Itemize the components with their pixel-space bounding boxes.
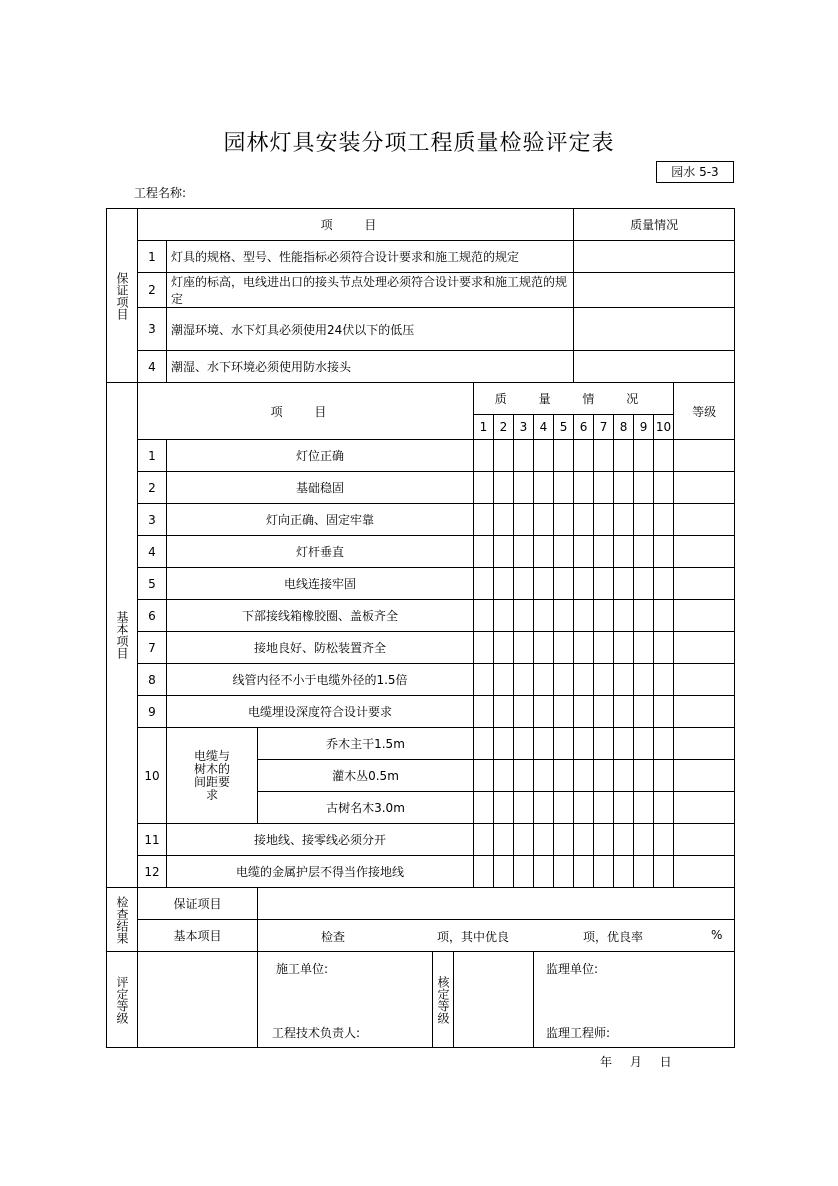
quality-mark-cell[interactable]: [474, 632, 494, 664]
contractor-cell[interactable]: [258, 952, 433, 1048]
rate-word: 项，优良率: [583, 930, 644, 944]
quality-mark-cell[interactable]: [554, 472, 574, 504]
quality-mark-cell[interactable]: [594, 728, 614, 760]
quality-mark-cell[interactable]: [594, 472, 614, 504]
quality-table: [106, 208, 735, 1048]
table-row: [107, 383, 735, 415]
quality-mark-cell[interactable]: [474, 856, 494, 888]
quality-mark-cell[interactable]: [474, 600, 494, 632]
quality-mark-cell[interactable]: [514, 760, 534, 792]
quality-mark-cell[interactable]: [654, 440, 674, 472]
quality-mark-cell[interactable]: [594, 440, 614, 472]
grade-cell[interactable]: [674, 792, 735, 824]
supervisor-cell[interactable]: [534, 952, 735, 1048]
quality-mark-cell[interactable]: [474, 664, 494, 696]
project-name-label: 工程名称:: [134, 186, 187, 200]
quality-column-number: 10: [654, 415, 674, 440]
quality-mark-cell[interactable]: [494, 792, 514, 824]
grade-cell[interactable]: [674, 696, 735, 728]
table-row: [107, 351, 735, 383]
supervisor-engineer-label: 监理工程师:: [546, 1026, 611, 1040]
quality-mark-cell[interactable]: [514, 728, 534, 760]
row10-label: 电缆与树木的间距要求: [193, 748, 230, 802]
table-row: [107, 856, 735, 888]
quality-mark-cell[interactable]: [614, 536, 634, 568]
basic-item-text: 接地线、接零线必须分开: [167, 824, 474, 856]
check-guarantee-value[interactable]: [258, 888, 735, 920]
quality-mark-cell[interactable]: [594, 504, 614, 536]
table-row: [107, 824, 735, 856]
quality-mark-cell[interactable]: [614, 664, 634, 696]
quality-mark-cell[interactable]: [514, 824, 534, 856]
basic-item-text: 接地良好、防松装置齐全: [167, 632, 474, 664]
check-basic-label: 基本项目: [138, 920, 258, 952]
evaluation-grade-cell[interactable]: [138, 952, 258, 1048]
quality-mark-cell[interactable]: [594, 792, 614, 824]
quality-mark-cell[interactable]: [634, 632, 654, 664]
row-number: 3: [138, 504, 167, 536]
quality-mark-cell[interactable]: [654, 664, 674, 696]
quality-mark-cell[interactable]: [634, 440, 654, 472]
row-number: 7: [138, 632, 167, 664]
grade-cell[interactable]: [674, 632, 735, 664]
row-number: 6: [138, 600, 167, 632]
quality-mark-cell[interactable]: [554, 664, 574, 696]
quality-mark-cell[interactable]: [654, 728, 674, 760]
guarantee-section-text: 保证项目: [115, 271, 129, 320]
quality-mark-cell[interactable]: [554, 440, 574, 472]
grade-cell[interactable]: [674, 664, 735, 696]
row10-label-cell: [167, 728, 258, 824]
quality-mark-cell[interactable]: [534, 728, 554, 760]
quality-mark-cell[interactable]: [534, 664, 554, 696]
quality-mark-cell[interactable]: [594, 600, 614, 632]
table-row: [107, 536, 735, 568]
row-number: 11: [138, 824, 167, 856]
quality-mark-cell[interactable]: [514, 600, 534, 632]
quality-mark-cell[interactable]: [474, 440, 494, 472]
quality-mark-cell[interactable]: [514, 664, 534, 696]
row-number: 8: [138, 664, 167, 696]
quality-mark-cell[interactable]: [654, 856, 674, 888]
quality-mark-cell[interactable]: [654, 760, 674, 792]
quality-mark-cell[interactable]: [594, 632, 614, 664]
quality-mark-cell[interactable]: [554, 536, 574, 568]
check-basic-value[interactable]: [258, 920, 735, 952]
quality-mark-cell[interactable]: [474, 760, 494, 792]
table-row: [107, 632, 735, 664]
quality-mark-cell[interactable]: [654, 792, 674, 824]
grade-cell[interactable]: [674, 728, 735, 760]
quality-mark-cell[interactable]: [474, 536, 494, 568]
quality-mark-cell[interactable]: [494, 856, 514, 888]
quality-mark-cell[interactable]: [534, 760, 554, 792]
row-number: 3: [138, 308, 167, 351]
quality-mark-cell[interactable]: [534, 536, 554, 568]
grade-cell[interactable]: [674, 600, 735, 632]
quality-mark-cell[interactable]: [634, 664, 654, 696]
quality-mark-cell[interactable]: [614, 696, 634, 728]
quality-column-number: 7: [594, 415, 614, 440]
quality-mark-cell[interactable]: [594, 856, 614, 888]
quality-mark-cell[interactable]: [654, 632, 674, 664]
quality-mark-cell[interactable]: [514, 696, 534, 728]
row-number: 2: [138, 472, 167, 504]
quality-mark-cell[interactable]: [534, 792, 554, 824]
quality-mark-cell[interactable]: [614, 472, 634, 504]
guarantee-item-text: 潮湿环境、水下灯具必须使用24伏以下的低压: [167, 308, 574, 351]
quality-mark-cell[interactable]: [554, 600, 574, 632]
quality-mark-cell[interactable]: [574, 600, 594, 632]
quality-mark-cell[interactable]: [614, 504, 634, 536]
quality-column-number: 2: [494, 415, 514, 440]
quality-input-cell[interactable]: [574, 241, 735, 273]
grade-cell[interactable]: [674, 760, 735, 792]
row-number: 2: [138, 273, 167, 308]
quality-mark-cell[interactable]: [574, 504, 594, 536]
quality-mark-cell[interactable]: [554, 504, 574, 536]
quality-column-number: 3: [514, 415, 534, 440]
row-number: 12: [138, 856, 167, 888]
quality-mark-cell[interactable]: [634, 760, 654, 792]
row10-sub-item: 灌木丛0.5m: [258, 760, 474, 792]
quality-mark-cell[interactable]: [534, 440, 554, 472]
table-row: [107, 472, 735, 504]
verify-label-cell: [433, 952, 454, 1048]
quality-mark-cell[interactable]: [614, 568, 634, 600]
quality-mark-cell[interactable]: [634, 472, 654, 504]
guarantee-section-label: [107, 209, 138, 383]
quality-mark-cell[interactable]: [634, 728, 654, 760]
basic-item-text: 灯位正确: [167, 440, 474, 472]
basic-section-label: [107, 383, 138, 888]
guarantee-item-text: 潮湿、水下环境必须使用防水接头: [167, 351, 574, 383]
table-row: [107, 209, 735, 241]
quality-column-number: 8: [614, 415, 634, 440]
basic-header-grade: 等级: [674, 383, 735, 440]
quality-input-cell[interactable]: [574, 351, 735, 383]
quality-mark-cell[interactable]: [614, 856, 634, 888]
quality-mark-cell[interactable]: [554, 760, 574, 792]
row-number: 10: [138, 728, 167, 824]
quality-mark-cell[interactable]: [534, 504, 554, 536]
quality-mark-cell[interactable]: [494, 824, 514, 856]
table-row: [107, 568, 735, 600]
quality-mark-cell[interactable]: [554, 696, 574, 728]
quality-mark-cell[interactable]: [594, 760, 614, 792]
quality-mark-cell[interactable]: [494, 536, 514, 568]
quality-mark-cell[interactable]: [574, 440, 594, 472]
quality-mark-cell[interactable]: [554, 856, 574, 888]
table-row: [107, 664, 735, 696]
quality-mark-cell[interactable]: [514, 568, 534, 600]
table-row: [107, 241, 735, 273]
basic-item-text: 电缆的金属护层不得当作接地线: [167, 856, 474, 888]
row-number: 1: [138, 241, 167, 273]
quality-mark-cell[interactable]: [514, 472, 534, 504]
quality-mark-cell[interactable]: [534, 472, 554, 504]
quality-mark-cell[interactable]: [474, 824, 494, 856]
quality-mark-cell[interactable]: [494, 600, 514, 632]
quality-mark-cell[interactable]: [554, 728, 574, 760]
row-number: 4: [138, 351, 167, 383]
page-title: 园林灯具安装分项工程质量检验评定表: [223, 131, 615, 156]
verify-label-text: 核定等级: [436, 975, 450, 1024]
quality-mark-cell[interactable]: [474, 472, 494, 504]
basic-item-text: 灯向正确、固定牢靠: [167, 504, 474, 536]
quality-mark-cell[interactable]: [634, 504, 654, 536]
quality-mark-cell[interactable]: [554, 792, 574, 824]
evaluation-section-label: [107, 952, 138, 1048]
row-number: 9: [138, 696, 167, 728]
grade-cell[interactable]: [674, 856, 735, 888]
quality-mark-cell[interactable]: [574, 760, 594, 792]
quality-mark-cell[interactable]: [514, 856, 534, 888]
quality-mark-cell[interactable]: [514, 792, 534, 824]
grade-cell[interactable]: [674, 824, 735, 856]
grade-cell[interactable]: [674, 504, 735, 536]
guarantee-item-text: 灯座的标高，电线进出口的接头节点处理必须符合设计要求和施工规范的规定: [167, 273, 574, 308]
basic-item-text: 电线连接牢固: [167, 568, 474, 600]
guarantee-item-text: 灯具的规格、型号、性能指标必须符合设计要求和施工规范的规定: [167, 241, 574, 273]
quality-mark-cell[interactable]: [554, 632, 574, 664]
row10-sub-item: 乔木主干1.5m: [258, 728, 474, 760]
quality-column-number: 5: [554, 415, 574, 440]
basic-item-text: 线管内径不小于电缆外径的1.5倍: [167, 664, 474, 696]
check-section-label: [107, 888, 138, 952]
quality-mark-cell[interactable]: [494, 664, 514, 696]
quality-mark-cell[interactable]: [594, 824, 614, 856]
quality-mark-cell[interactable]: [494, 696, 514, 728]
quality-mark-cell[interactable]: [594, 536, 614, 568]
tech-lead-label: 工程技术负责人:: [272, 1026, 361, 1040]
check-guarantee-label: 保证项目: [138, 888, 258, 920]
quality-mark-cell[interactable]: [634, 792, 654, 824]
percent-sign: %: [711, 928, 723, 942]
quality-mark-cell[interactable]: [494, 760, 514, 792]
quality-mark-cell[interactable]: [514, 536, 534, 568]
quality-mark-cell[interactable]: [514, 632, 534, 664]
quality-mark-cell[interactable]: [634, 824, 654, 856]
basic-section-text: 基本项目: [115, 611, 129, 659]
quality-mark-cell[interactable]: [654, 600, 674, 632]
quality-column-number: 1: [474, 415, 494, 440]
quality-mark-cell[interactable]: [474, 792, 494, 824]
quality-mark-cell[interactable]: [494, 632, 514, 664]
table-row: [107, 600, 735, 632]
evaluation-section-text: 评定等级: [115, 975, 129, 1024]
check-section-text: 检查结果: [115, 895, 129, 944]
table-row: [107, 696, 735, 728]
quality-mark-cell[interactable]: [494, 440, 514, 472]
table-row: [107, 728, 735, 760]
grade-cell[interactable]: [674, 472, 735, 504]
quality-mark-cell[interactable]: [614, 632, 634, 664]
quality-mark-cell[interactable]: [614, 792, 634, 824]
quality-mark-cell[interactable]: [474, 696, 494, 728]
guarantee-header-quality: 质量情况: [574, 209, 735, 241]
table-row: [107, 440, 735, 472]
quality-mark-cell[interactable]: [614, 824, 634, 856]
quality-mark-cell[interactable]: [634, 536, 654, 568]
quality-mark-cell[interactable]: [574, 536, 594, 568]
excellent-word: 项，其中优良: [437, 930, 510, 944]
quality-mark-cell[interactable]: [614, 440, 634, 472]
quality-mark-cell[interactable]: [534, 856, 554, 888]
quality-mark-cell[interactable]: [574, 792, 594, 824]
quality-mark-cell[interactable]: [654, 472, 674, 504]
quality-mark-cell[interactable]: [494, 472, 514, 504]
quality-column-number: 4: [534, 415, 554, 440]
quality-mark-cell[interactable]: [574, 728, 594, 760]
quality-input-cell[interactable]: [574, 273, 735, 308]
quality-mark-cell[interactable]: [594, 696, 614, 728]
row10-sub-item: 古树名木3.0m: [258, 792, 474, 824]
quality-mark-cell[interactable]: [574, 568, 594, 600]
grade-cell[interactable]: [674, 568, 735, 600]
quality-mark-cell[interactable]: [614, 760, 634, 792]
quality-mark-cell[interactable]: [534, 600, 554, 632]
quality-mark-cell[interactable]: [554, 568, 574, 600]
table-row: [107, 920, 735, 952]
table-row: [107, 504, 735, 536]
quality-mark-cell[interactable]: [494, 568, 514, 600]
row-number: 1: [138, 440, 167, 472]
quality-mark-cell[interactable]: [474, 504, 494, 536]
check-word: 检查: [321, 930, 346, 944]
basic-item-text: 下部接线箱橡胶圈、盖板齐全: [167, 600, 474, 632]
quality-mark-cell[interactable]: [514, 504, 534, 536]
quality-mark-cell[interactable]: [534, 568, 554, 600]
quality-mark-cell[interactable]: [654, 824, 674, 856]
quality-mark-cell[interactable]: [654, 696, 674, 728]
quality-mark-cell[interactable]: [494, 504, 514, 536]
basic-header-quality: 质 量 情 况: [474, 383, 674, 415]
quality-mark-cell[interactable]: [474, 728, 494, 760]
quality-mark-cell[interactable]: [634, 856, 654, 888]
quality-mark-cell[interactable]: [594, 664, 614, 696]
quality-column-number: 6: [574, 415, 594, 440]
verify-grade-cell[interactable]: [454, 952, 534, 1048]
quality-mark-cell[interactable]: [534, 824, 554, 856]
quality-mark-cell[interactable]: [534, 632, 554, 664]
quality-mark-cell[interactable]: [554, 824, 574, 856]
quality-mark-cell[interactable]: [574, 664, 594, 696]
date-label: 年 月 日: [600, 1055, 672, 1069]
quality-mark-cell[interactable]: [574, 824, 594, 856]
quality-mark-cell[interactable]: [654, 568, 674, 600]
basic-item-text: 灯杆垂直: [167, 536, 474, 568]
quality-mark-cell[interactable]: [474, 568, 494, 600]
basic-item-text: 电缆埋设深度符合设计要求: [167, 696, 474, 728]
table-row: [107, 952, 735, 1048]
quality-mark-cell[interactable]: [494, 728, 514, 760]
basic-header-item: 项 目: [138, 383, 474, 440]
quality-mark-cell[interactable]: [514, 440, 534, 472]
row-number: 5: [138, 568, 167, 600]
table-row: [107, 888, 735, 920]
supervisor-unit-label: 监理单位:: [546, 962, 599, 976]
quality-mark-cell[interactable]: [594, 568, 614, 600]
guarantee-header-item: 项 目: [138, 209, 574, 241]
quality-mark-cell[interactable]: [634, 600, 654, 632]
quality-input-cell[interactable]: [574, 308, 735, 351]
quality-mark-cell[interactable]: [614, 728, 634, 760]
form-code: 园水 5-3: [656, 161, 734, 183]
quality-mark-cell[interactable]: [654, 536, 674, 568]
quality-mark-cell[interactable]: [574, 856, 594, 888]
quality-mark-cell[interactable]: [574, 696, 594, 728]
table-row: [107, 273, 735, 308]
quality-mark-cell[interactable]: [614, 600, 634, 632]
table-row: [107, 308, 735, 351]
grade-cell[interactable]: [674, 536, 735, 568]
quality-mark-cell[interactable]: [574, 472, 594, 504]
contractor-unit-label: 施工单位:: [276, 962, 329, 976]
basic-item-text: 基础稳固: [167, 472, 474, 504]
row-number: 4: [138, 536, 167, 568]
quality-mark-cell[interactable]: [534, 696, 554, 728]
quality-mark-cell[interactable]: [574, 632, 594, 664]
quality-mark-cell[interactable]: [634, 568, 654, 600]
quality-mark-cell[interactable]: [634, 696, 654, 728]
quality-column-number: 9: [634, 415, 654, 440]
quality-mark-cell[interactable]: [654, 504, 674, 536]
grade-cell[interactable]: [674, 440, 735, 472]
